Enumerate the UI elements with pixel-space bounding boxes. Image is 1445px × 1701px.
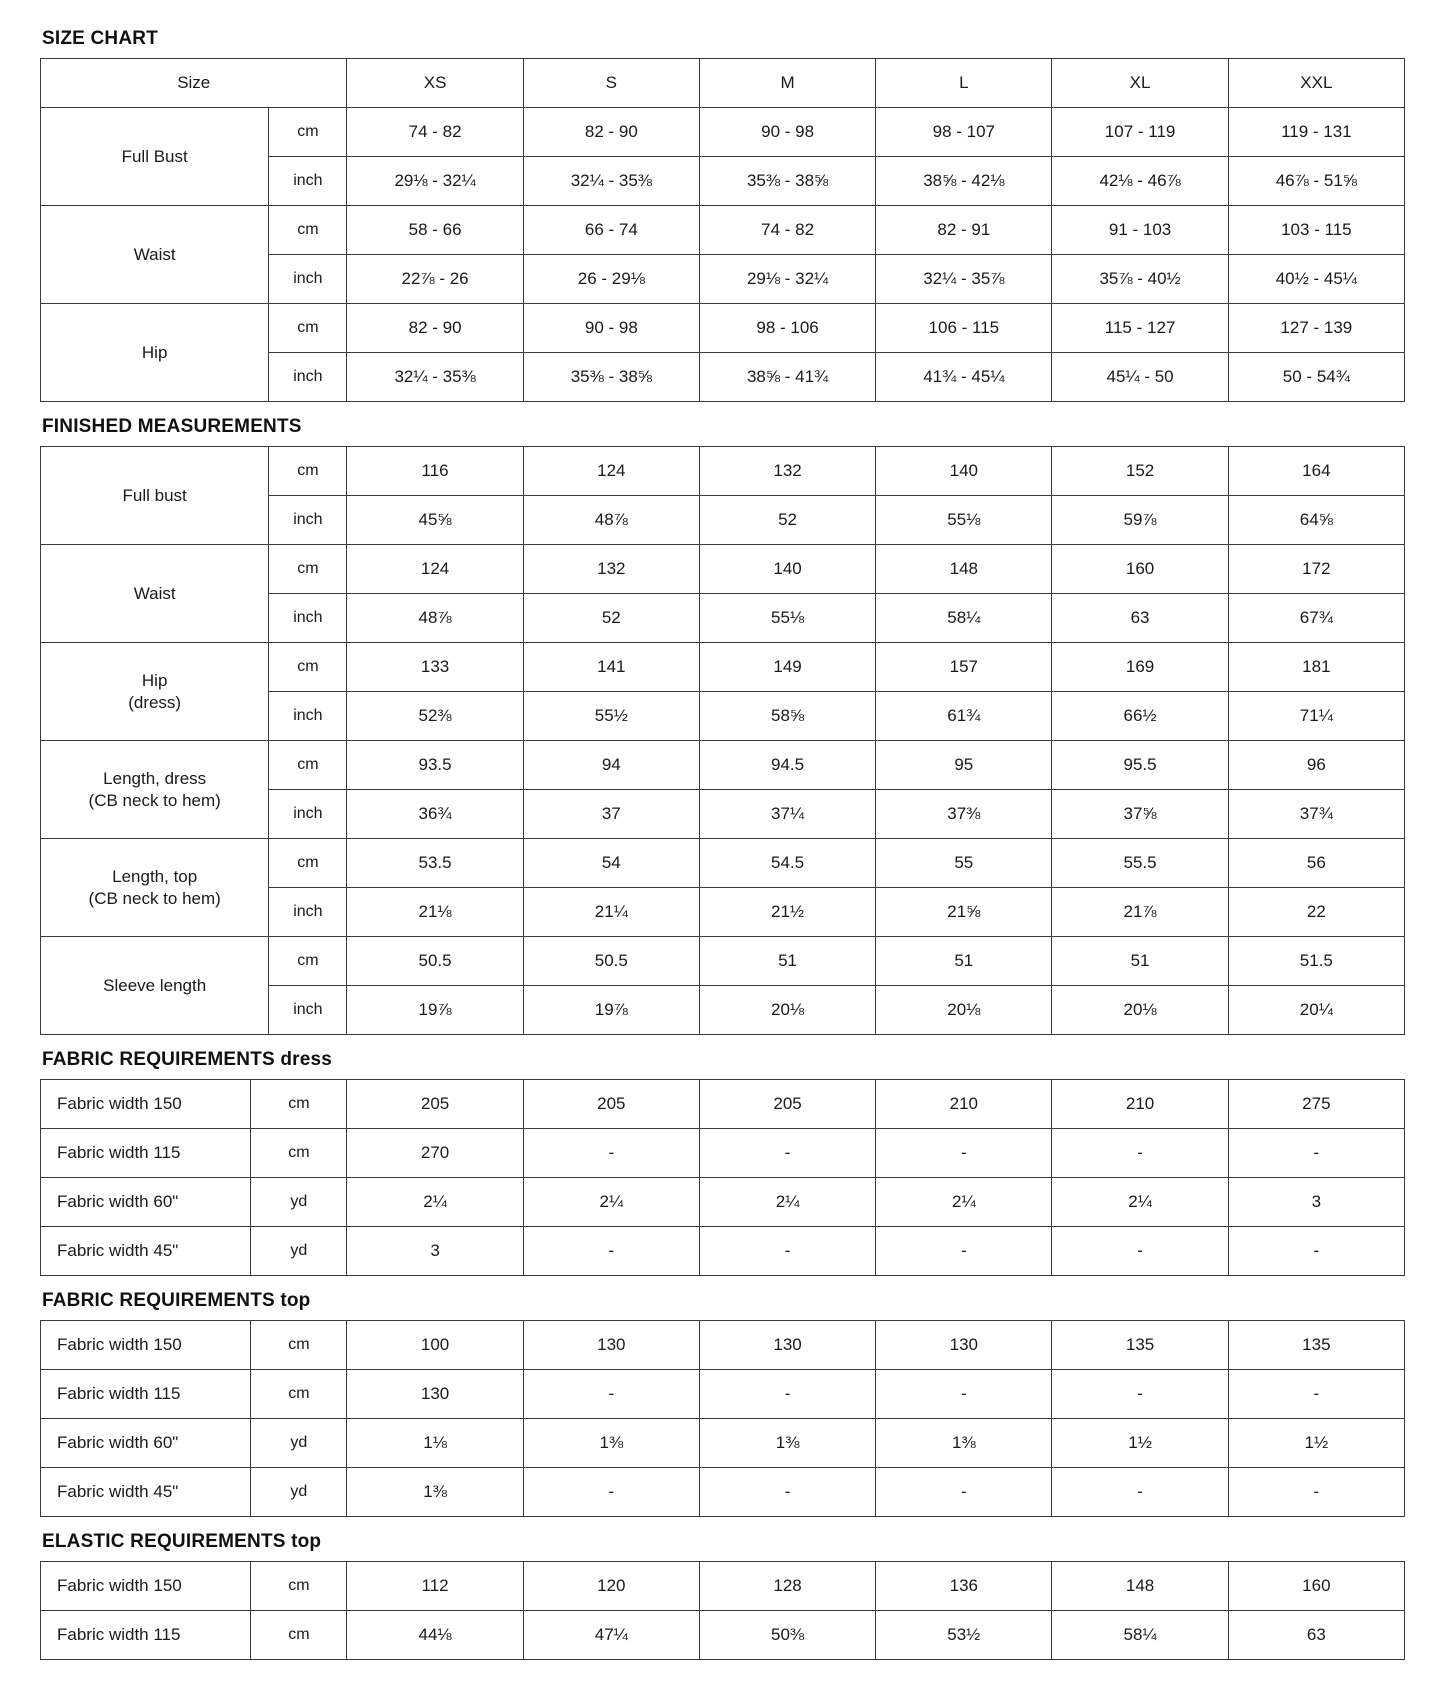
cell-value: 157	[876, 643, 1052, 692]
cell-value: 3	[347, 1227, 523, 1276]
cell-value: 130	[699, 1321, 875, 1370]
cell-value: 58⅝	[699, 692, 875, 741]
table-row	[41, 1080, 1405, 1129]
cell-value: 64⅝	[1228, 496, 1404, 545]
column-header-l: L	[876, 59, 1052, 108]
row-unit-inch: inch	[269, 790, 347, 839]
cell-value: 55⅛	[876, 496, 1052, 545]
size-chart-table	[40, 58, 1405, 402]
row-unit-inch: inch	[269, 692, 347, 741]
cell-value: 35⅜ - 38⅝	[523, 353, 699, 402]
cell-value: 1½	[1228, 1419, 1404, 1468]
cell-value: 120	[523, 1562, 699, 1611]
cell-value: -	[876, 1129, 1052, 1178]
row-unit-cm: cm	[269, 741, 347, 790]
cell-value: -	[699, 1468, 875, 1517]
cell-value: 38⅝ - 41¾	[699, 353, 875, 402]
cell-value: 21⅞	[1052, 888, 1228, 937]
row-label-fabric-width-150: Fabric width 150	[41, 1080, 251, 1129]
cell-value: -	[1228, 1227, 1404, 1276]
cell-value: 35⅜ - 38⅝	[699, 157, 875, 206]
row-label-fabric-width-150: Fabric width 150	[41, 1321, 251, 1370]
row-unit-inch: inch	[269, 888, 347, 937]
cell-value: 140	[699, 545, 875, 594]
cell-value: 133	[347, 643, 523, 692]
row-label-hip: Hip	[41, 304, 269, 402]
cell-value: 1⅛	[347, 1419, 523, 1468]
cell-value: 37	[523, 790, 699, 839]
cell-value: 21¼	[523, 888, 699, 937]
cell-value: -	[1228, 1468, 1404, 1517]
cell-value: 172	[1228, 545, 1404, 594]
table-row	[41, 304, 1405, 353]
cell-value: 128	[699, 1562, 875, 1611]
cell-value: 2¼	[1052, 1178, 1228, 1227]
column-header-size: Size	[41, 59, 347, 108]
row-label-fabric-width-45in: Fabric width 45"	[41, 1468, 251, 1517]
cell-value: 54	[523, 839, 699, 888]
cell-value: 2¼	[699, 1178, 875, 1227]
row-unit-inch: inch	[269, 594, 347, 643]
cell-value: 51.5	[1228, 937, 1404, 986]
cell-value: 82 - 90	[347, 304, 523, 353]
cell-value: 160	[1052, 545, 1228, 594]
row-label-line2: (CB neck to hem)	[88, 888, 221, 908]
cell-value: -	[523, 1468, 699, 1517]
cell-value: 51	[699, 937, 875, 986]
cell-value: 56	[1228, 839, 1404, 888]
cell-value: 20⅛	[699, 986, 875, 1035]
cell-value: 52⅜	[347, 692, 523, 741]
cell-value: -	[523, 1227, 699, 1276]
row-unit-inch: inch	[269, 496, 347, 545]
row-unit-cm: cm	[269, 643, 347, 692]
cell-value: 37⅜	[876, 790, 1052, 839]
cell-value: 52	[523, 594, 699, 643]
table-row	[41, 206, 1405, 255]
row-label-fabric-width-60in: Fabric width 60"	[41, 1178, 251, 1227]
row-unit-cm: cm	[269, 545, 347, 594]
cell-value: 2¼	[347, 1178, 523, 1227]
cell-value: 140	[876, 447, 1052, 496]
column-header-s: S	[523, 59, 699, 108]
cell-value: 38⅝ - 42⅛	[876, 157, 1052, 206]
row-unit-inch: inch	[269, 157, 347, 206]
row-unit-cm: cm	[269, 304, 347, 353]
cell-value: 53.5	[347, 839, 523, 888]
row-unit-inch: inch	[269, 986, 347, 1035]
cell-value: -	[1052, 1227, 1228, 1276]
row-label-line2: (CB neck to hem)	[88, 790, 221, 810]
cell-value: 132	[699, 447, 875, 496]
cell-value: 98 - 107	[876, 108, 1052, 157]
table-row	[41, 1562, 1405, 1611]
row-label-hip-dress	[41, 643, 269, 741]
table-row	[41, 839, 1405, 888]
cell-value: 21½	[699, 888, 875, 937]
fabric-requirements-dress-table	[40, 1079, 1405, 1276]
cell-value: 26 - 29⅛	[523, 255, 699, 304]
cell-value: -	[876, 1227, 1052, 1276]
cell-value: 55⅛	[699, 594, 875, 643]
row-label-sleeve-length: Sleeve length	[41, 937, 269, 1035]
cell-value: 2¼	[876, 1178, 1052, 1227]
cell-value: 20¼	[1228, 986, 1404, 1035]
row-label-fabric-width-60in: Fabric width 60"	[41, 1419, 251, 1468]
row-unit-cm: cm	[269, 839, 347, 888]
cell-value: 90 - 98	[523, 304, 699, 353]
cell-value: 94.5	[699, 741, 875, 790]
cell-value: 42⅛ - 46⅞	[1052, 157, 1228, 206]
cell-value: 45⅝	[347, 496, 523, 545]
cell-value: 22⅞ - 26	[347, 255, 523, 304]
row-label-length-dress	[41, 741, 269, 839]
cell-value: 1⅜	[699, 1419, 875, 1468]
table-row	[41, 1227, 1405, 1276]
cell-value: 1⅜	[347, 1468, 523, 1517]
cell-value: 46⅞ - 51⅝	[1228, 157, 1404, 206]
table-row	[41, 937, 1405, 986]
cell-value: 55	[876, 839, 1052, 888]
cell-value: 35⅞ - 40½	[1052, 255, 1228, 304]
cell-value: 130	[876, 1321, 1052, 1370]
cell-value: 130	[523, 1321, 699, 1370]
cell-value: 54.5	[699, 839, 875, 888]
cell-value: 32¼ - 35⅜	[347, 353, 523, 402]
cell-value: 93.5	[347, 741, 523, 790]
cell-value: -	[699, 1227, 875, 1276]
table-row	[41, 643, 1405, 692]
row-label-waist: Waist	[41, 206, 269, 304]
cell-value: -	[1052, 1129, 1228, 1178]
cell-value: 32¼ - 35⅞	[876, 255, 1052, 304]
cell-value: 59⅞	[1052, 496, 1228, 545]
cell-value: -	[523, 1129, 699, 1178]
cell-value: 29⅛ - 32¼	[347, 157, 523, 206]
table-row	[41, 1178, 1405, 1227]
row-label-fabric-width-115: Fabric width 115	[41, 1129, 251, 1178]
cell-value: -	[523, 1370, 699, 1419]
cell-value: 3	[1228, 1178, 1404, 1227]
section-title-elastic-top: ELASTIC REQUIREMENTS top	[42, 1531, 322, 1552]
column-header-xl: XL	[1052, 59, 1228, 108]
cell-value: 103 - 115	[1228, 206, 1404, 255]
cell-value: -	[699, 1129, 875, 1178]
table-row	[41, 1370, 1405, 1419]
cell-value: 135	[1228, 1321, 1404, 1370]
table-header-row	[41, 59, 1405, 108]
cell-value: 21⅝	[876, 888, 1052, 937]
elastic-requirements-top-table	[40, 1561, 1405, 1660]
column-header-m: M	[699, 59, 875, 108]
table-row	[41, 1419, 1405, 1468]
cell-value: 98 - 106	[699, 304, 875, 353]
cell-value: 124	[523, 447, 699, 496]
row-label-line2: (dress)	[128, 692, 182, 712]
cell-value: 130	[347, 1370, 523, 1419]
row-unit-cm: cm	[269, 447, 347, 496]
row-unit-cm: cm	[269, 206, 347, 255]
cell-value: 50.5	[347, 937, 523, 986]
row-unit-yd: yd	[251, 1178, 347, 1227]
cell-value: 152	[1052, 447, 1228, 496]
cell-value: 48⅞	[347, 594, 523, 643]
row-label-length-top	[41, 839, 269, 937]
row-label-fabric-width-115: Fabric width 115	[41, 1611, 251, 1660]
cell-value: 96	[1228, 741, 1404, 790]
cell-value: 124	[347, 545, 523, 594]
cell-value: 48⅞	[523, 496, 699, 545]
table-row	[41, 1129, 1405, 1178]
cell-value: 21⅛	[347, 888, 523, 937]
cell-value: -	[1052, 1468, 1228, 1517]
table-row	[41, 108, 1405, 157]
table-row	[41, 447, 1405, 496]
cell-value: 119 - 131	[1228, 108, 1404, 157]
row-unit-cm: cm	[251, 1080, 347, 1129]
cell-value: 107 - 119	[1052, 108, 1228, 157]
cell-value: 181	[1228, 643, 1404, 692]
cell-value: 19⅞	[523, 986, 699, 1035]
cell-value: -	[1228, 1370, 1404, 1419]
cell-value: 148	[876, 545, 1052, 594]
cell-value: 74 - 82	[699, 206, 875, 255]
column-header-xxl: XXL	[1228, 59, 1404, 108]
cell-value: -	[1052, 1370, 1228, 1419]
cell-value: 50⅜	[699, 1611, 875, 1660]
cell-value: 58¼	[1052, 1611, 1228, 1660]
row-unit-cm: cm	[251, 1562, 347, 1611]
cell-value: 205	[347, 1080, 523, 1129]
table-row	[41, 741, 1405, 790]
row-label-line1: Length, top	[112, 866, 198, 886]
cell-value: 275	[1228, 1080, 1404, 1129]
cell-value: 29⅛ - 32¼	[699, 255, 875, 304]
cell-value: 53½	[876, 1611, 1052, 1660]
cell-value: -	[699, 1370, 875, 1419]
cell-value: 90 - 98	[699, 108, 875, 157]
cell-value: 91 - 103	[1052, 206, 1228, 255]
section-title-fabric-top: FABRIC REQUIREMENTS top	[42, 1290, 311, 1311]
cell-value: 50 - 54¾	[1228, 353, 1404, 402]
row-label-line1: Hip	[141, 670, 168, 690]
cell-value: 37⅝	[1052, 790, 1228, 839]
cell-value: 37¼	[699, 790, 875, 839]
row-unit-cm: cm	[251, 1370, 347, 1419]
table-row	[41, 1321, 1405, 1370]
cell-value: 94	[523, 741, 699, 790]
cell-value: 2¼	[523, 1178, 699, 1227]
cell-value: 169	[1052, 643, 1228, 692]
row-label-full-bust: Full bust	[41, 447, 269, 545]
section-title-size-chart: SIZE CHART	[42, 28, 158, 49]
cell-value: 160	[1228, 1562, 1404, 1611]
cell-value: 1⅜	[876, 1419, 1052, 1468]
cell-value: 55½	[523, 692, 699, 741]
cell-value: 106 - 115	[876, 304, 1052, 353]
row-label-waist: Waist	[41, 545, 269, 643]
cell-value: 148	[1052, 1562, 1228, 1611]
column-header-xs: XS	[347, 59, 523, 108]
cell-value: 1⅜	[523, 1419, 699, 1468]
row-unit-yd: yd	[251, 1468, 347, 1517]
cell-value: 61¾	[876, 692, 1052, 741]
cell-value: 50.5	[523, 937, 699, 986]
cell-value: 164	[1228, 447, 1404, 496]
cell-value: 58¼	[876, 594, 1052, 643]
row-label-fabric-width-115: Fabric width 115	[41, 1370, 251, 1419]
cell-value: 51	[1052, 937, 1228, 986]
cell-value: 132	[523, 545, 699, 594]
row-unit-inch: inch	[269, 255, 347, 304]
cell-value: 66 - 74	[523, 206, 699, 255]
cell-value: 40½ - 45¼	[1228, 255, 1404, 304]
cell-value: -	[876, 1468, 1052, 1517]
row-unit-cm: cm	[269, 937, 347, 986]
cell-value: 205	[523, 1080, 699, 1129]
row-label-fabric-width-45in: Fabric width 45"	[41, 1227, 251, 1276]
cell-value: 20⅛	[1052, 986, 1228, 1035]
table-row	[41, 1611, 1405, 1660]
row-unit-cm: cm	[251, 1321, 347, 1370]
cell-value: 112	[347, 1562, 523, 1611]
row-label-line1: Length, dress	[103, 768, 207, 788]
cell-value: 66½	[1052, 692, 1228, 741]
cell-value: 136	[876, 1562, 1052, 1611]
cell-value: 47¼	[523, 1611, 699, 1660]
finished-measurements-table	[40, 446, 1405, 1035]
cell-value: 52	[699, 496, 875, 545]
row-label-fabric-width-150: Fabric width 150	[41, 1562, 251, 1611]
cell-value: 51	[876, 937, 1052, 986]
section-title-finished-measurements: FINISHED MEASUREMENTS	[42, 416, 302, 437]
cell-value: 32¼ - 35⅜	[523, 157, 699, 206]
cell-value: -	[1228, 1129, 1404, 1178]
cell-value: 55.5	[1052, 839, 1228, 888]
cell-value: 210	[1052, 1080, 1228, 1129]
cell-value: 71¼	[1228, 692, 1404, 741]
cell-value: 44⅛	[347, 1611, 523, 1660]
cell-value: 115 - 127	[1052, 304, 1228, 353]
section-title-fabric-dress: FABRIC REQUIREMENTS dress	[42, 1049, 333, 1070]
fabric-requirements-top-table	[40, 1320, 1405, 1517]
cell-value: 37¾	[1228, 790, 1404, 839]
cell-value: 149	[699, 643, 875, 692]
cell-value: 67¾	[1228, 594, 1404, 643]
cell-value: 63	[1052, 594, 1228, 643]
cell-value: 20⅛	[876, 986, 1052, 1035]
cell-value: 22	[1228, 888, 1404, 937]
cell-value: 63	[1228, 1611, 1404, 1660]
cell-value: 95	[876, 741, 1052, 790]
cell-value: 45¼ - 50	[1052, 353, 1228, 402]
cell-value: 135	[1052, 1321, 1228, 1370]
row-unit-yd: yd	[251, 1227, 347, 1276]
cell-value: 205	[699, 1080, 875, 1129]
table-row	[41, 545, 1405, 594]
row-unit-inch: inch	[269, 353, 347, 402]
cell-value: 41¾ - 45¼	[876, 353, 1052, 402]
cell-value: 58 - 66	[347, 206, 523, 255]
cell-value: 1½	[1052, 1419, 1228, 1468]
cell-value: 210	[876, 1080, 1052, 1129]
cell-value: 100	[347, 1321, 523, 1370]
row-unit-cm: cm	[251, 1611, 347, 1660]
row-unit-cm: cm	[269, 108, 347, 157]
cell-value: 74 - 82	[347, 108, 523, 157]
cell-value: 270	[347, 1129, 523, 1178]
row-label-full-bust: Full Bust	[41, 108, 269, 206]
table-row	[41, 1468, 1405, 1517]
cell-value: -	[876, 1370, 1052, 1419]
cell-value: 141	[523, 643, 699, 692]
cell-value: 19⅞	[347, 986, 523, 1035]
cell-value: 127 - 139	[1228, 304, 1404, 353]
cell-value: 82 - 91	[876, 206, 1052, 255]
cell-value: 116	[347, 447, 523, 496]
cell-value: 82 - 90	[523, 108, 699, 157]
cell-value: 95.5	[1052, 741, 1228, 790]
cell-value: 36¾	[347, 790, 523, 839]
row-unit-cm: cm	[251, 1129, 347, 1178]
row-unit-yd: yd	[251, 1419, 347, 1468]
